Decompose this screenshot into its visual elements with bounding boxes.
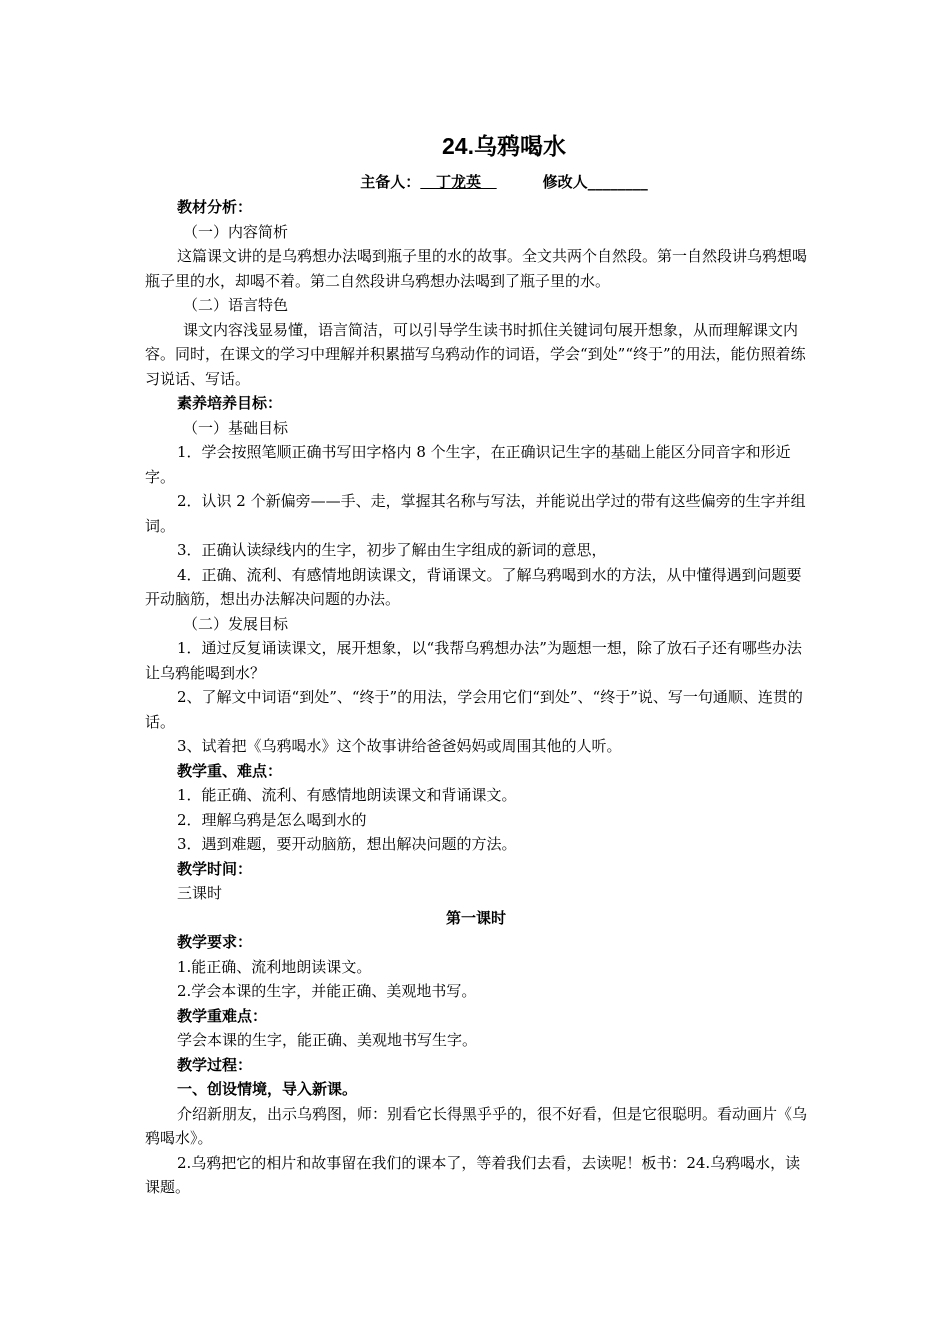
- preparer-name: 丁龙英: [435, 173, 481, 191]
- paragraph: 3．正确认读绿线内的生字，初步了解由生字组成的新词的意思，: [177, 541, 607, 559]
- section-heading: 第一课时: [445, 908, 506, 927]
- section-heading: 一、创设情境，导入新课。: [177, 1080, 358, 1098]
- reviser-label: 修改人: [542, 173, 588, 191]
- paragraph: （一）基础目标: [183, 418, 289, 437]
- preparer-label: 主备人：: [360, 173, 421, 191]
- section-heading: 教材分析：: [177, 198, 253, 216]
- section-heading: 教学重难点：: [177, 1006, 268, 1025]
- section-heading: 教学时间：: [177, 859, 253, 878]
- paragraph: （一）内容简析: [183, 222, 289, 241]
- paragraph: 2.乌鸦把它的相片和故事留在我们的课本了，等着我们去看，去读呢！板书：24.乌鸦喝水，读课题。: [145, 1153, 801, 1196]
- paragraph: 1.能正确、流利地朗读课文。: [177, 957, 372, 976]
- paragraph: 三课时: [177, 884, 223, 902]
- document-title: 24.乌鸦喝水: [442, 133, 566, 159]
- section-heading: 教学要求：: [177, 933, 253, 951]
- paragraph: 1．学会按照笔顺正确书写田字格内 8 个生字，在正确识记生字的基础上能区分同音字和形近字。: [145, 443, 791, 486]
- author-line: [201, 171, 807, 195]
- paragraph: （二）语言特色: [183, 296, 289, 314]
- paragraph: 学会本课的生字，能正确、美观地书写生字。: [177, 1031, 478, 1049]
- paragraph: 4．正确、流利、有感情地朗读课文，背诵课文。了解乌鸦喝到水的方法，从中懂得遇到问题要开动脑筋，想出办法解决问题的办法。: [145, 565, 802, 608]
- document-body: [145, 195, 807, 1200]
- paragraph: 2．理解乌鸦是怎么喝到水的: [177, 810, 367, 829]
- paragraph: 介绍新朋友，出示乌鸦图，师：别看它长得黑乎乎的，很不好看，但是它很聪明。看动画片《乌鸦喝水》。: [145, 1104, 808, 1147]
- paragraph: 3．遇到难题，要开动脑筋，想出解决问题的方法。: [177, 835, 517, 853]
- paragraph: 2.学会本课的生字，并能正确、美观地书写。: [177, 982, 477, 1000]
- reviser-blank: ________: [587, 173, 648, 191]
- section-heading: 教学重、难点：: [177, 761, 283, 780]
- paragraph: 1．能正确、流利、有感情地朗读课文和背诵课文。: [177, 786, 517, 804]
- section-heading: 教学过程：: [177, 1055, 253, 1074]
- paragraph: 课文内容浅显易懂，语言简洁，可以引导学生读书时抓住关键词句展开想象，从而理解课文内容。同时，在课文的学习中理解并积累描写乌鸦动作的词语，学会“到处”“终于”的用法，能仿照着练习说话、写话。: [145, 320, 806, 388]
- paragraph: （二）发展目标: [183, 614, 289, 633]
- paragraph: 这篇课文讲的是乌鸦想办法喝到瓶子里的水的故事。全文共两个自然段。第一自然段讲乌鸦想喝瓶子里的水，却喝不着。第二自然段讲乌鸦想办法喝到了瓶子里的水。: [145, 247, 808, 290]
- document-page: [145, 128, 807, 1200]
- paragraph: 2．认识 2 个新偏旁——手、走，掌握其名称与写法，并能说出学过的带有这些偏旁的生字并组词。: [145, 492, 806, 535]
- section-heading: 素养培养目标：: [177, 394, 283, 412]
- paragraph: 1．通过反复诵读课文，展开想象，以“我帮乌鸦想办法”为题想一想，除了放石子还有哪些办法让乌鸦能喝到水？: [145, 639, 802, 682]
- paragraph: 2、了解文中词语“到处”、“终于”的用法，学会用它们“到处”、“终于”说、写一句通顺、连贯的话。: [145, 688, 803, 731]
- paragraph: 3、试着把《乌鸦喝水》这个故事讲给爸爸妈妈或周围其他的人听。: [177, 737, 622, 755]
